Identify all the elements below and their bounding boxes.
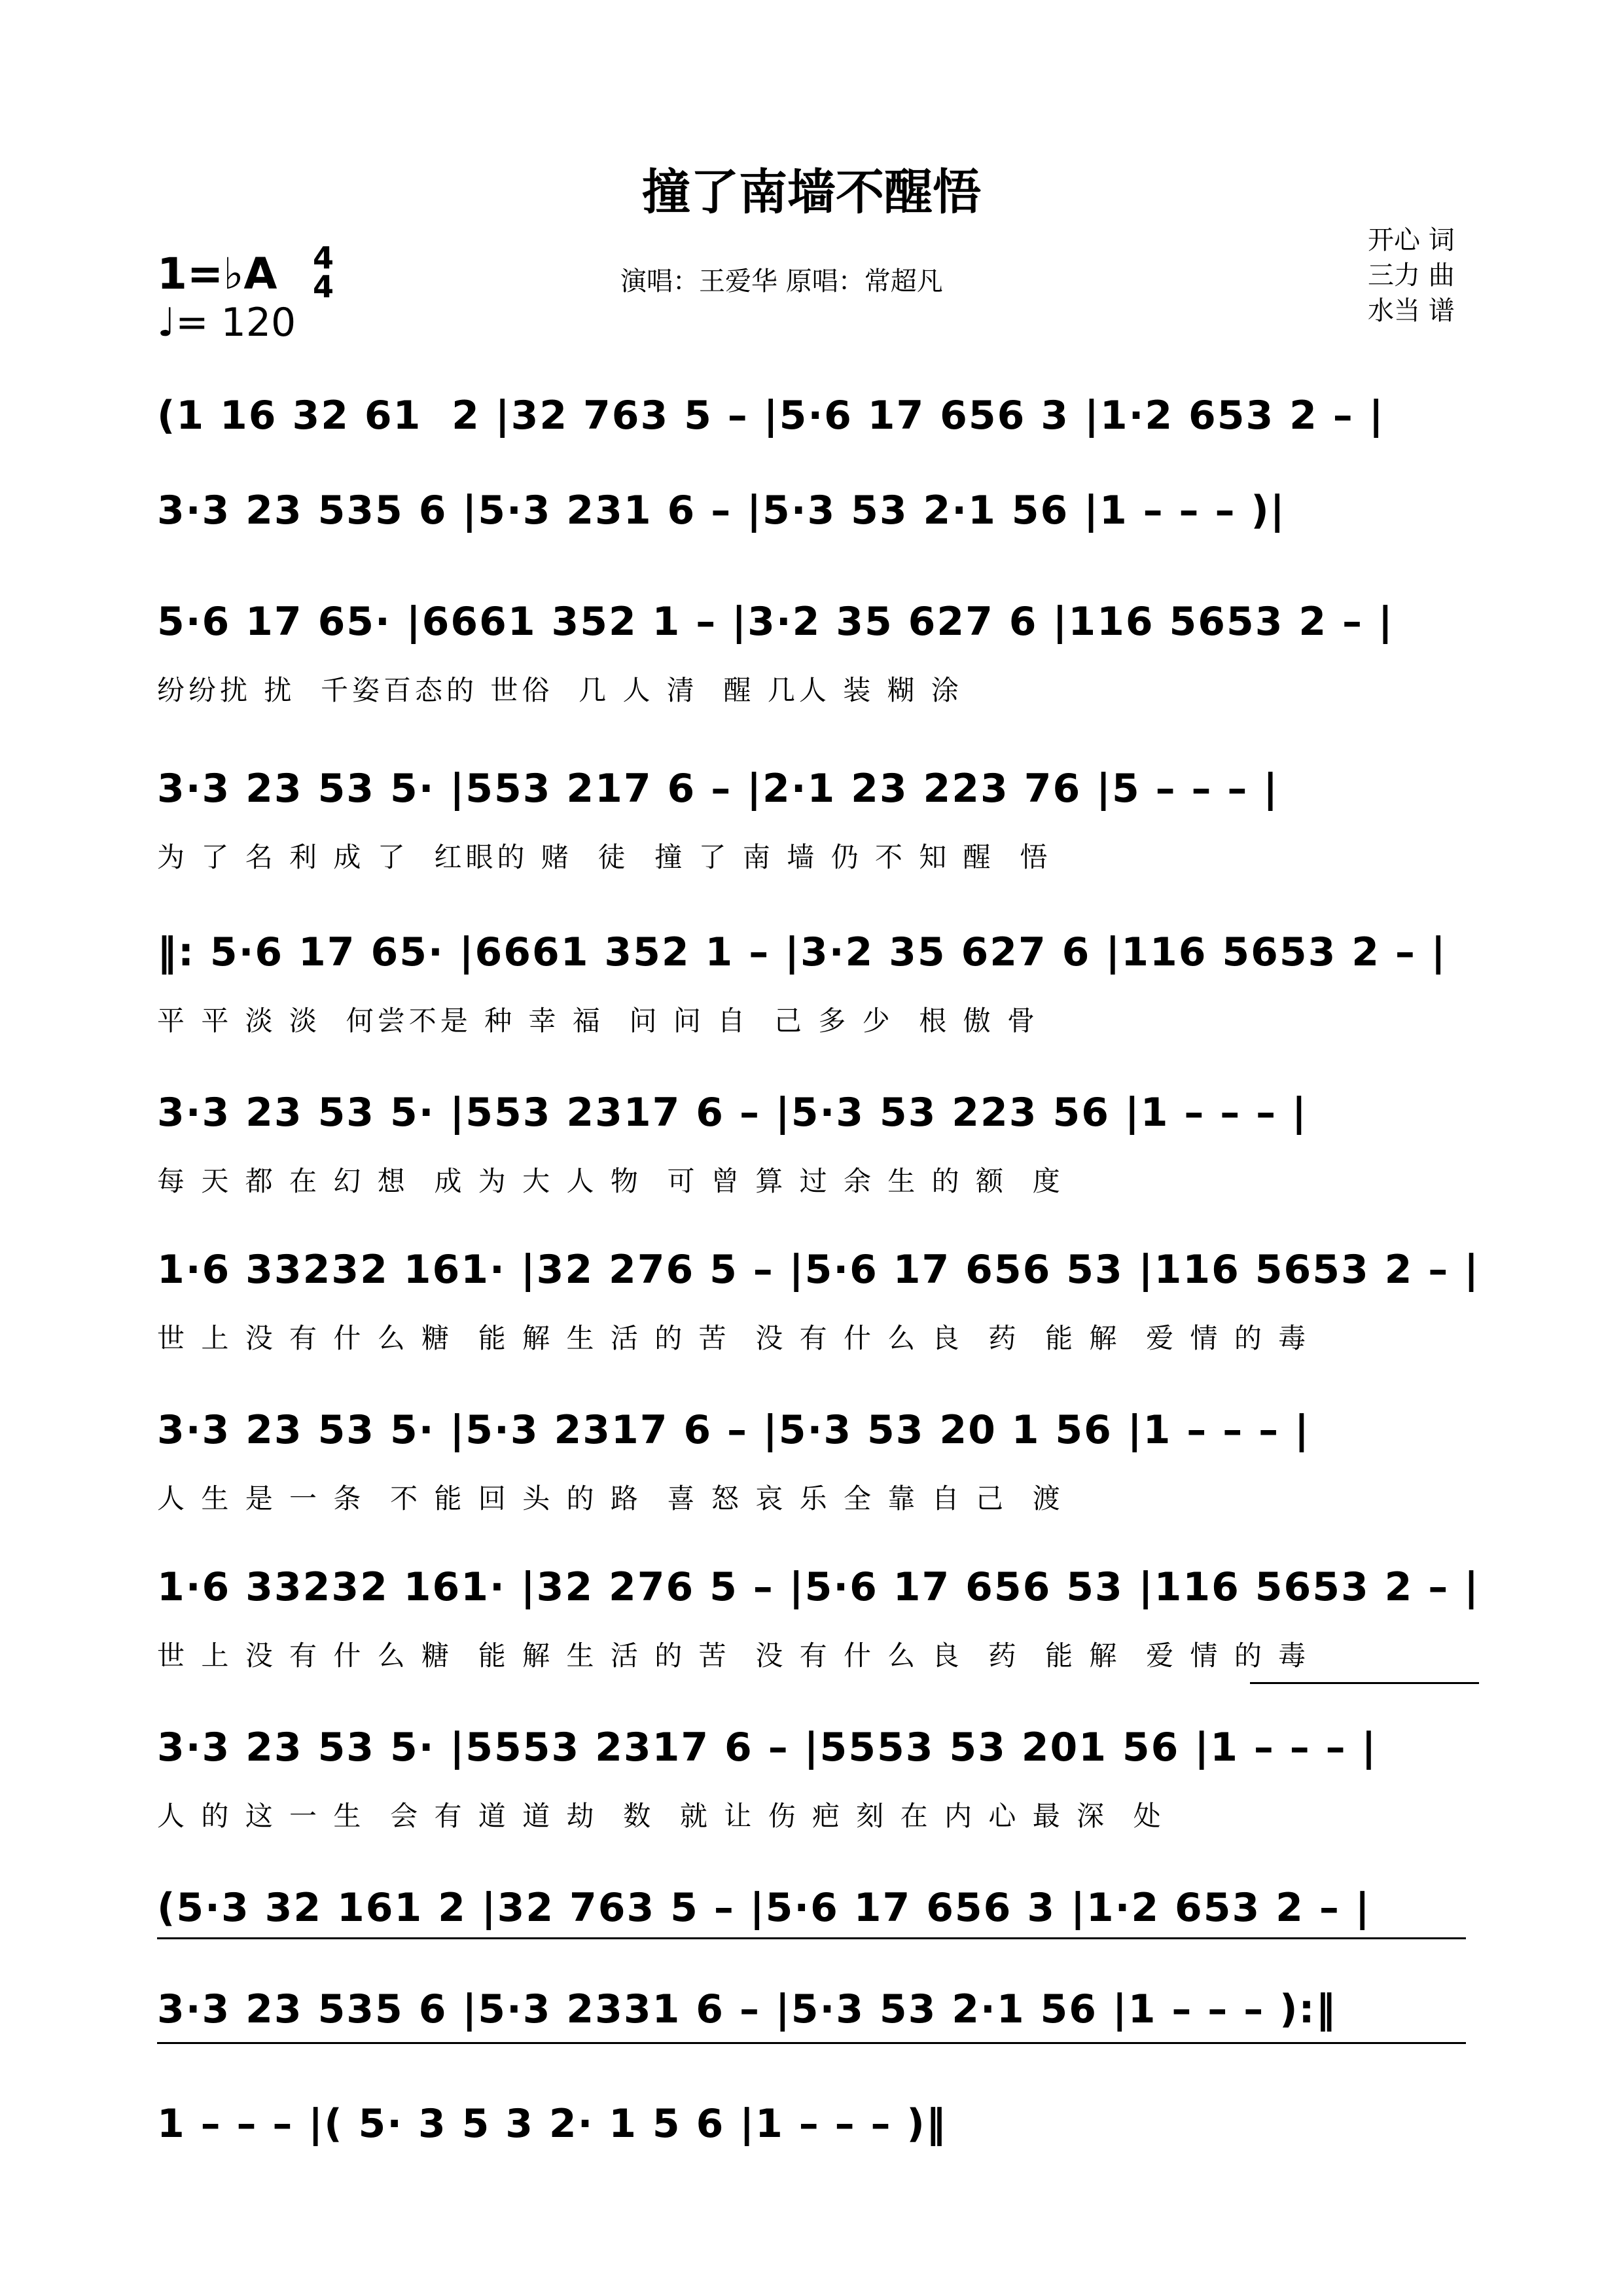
- score-row-5: ‖: 5·6 17 65· |6661 352 1 – |3·2 35 627 6 |116 5653 2 – |: [157, 929, 1447, 975]
- tempo-marking: ♩= 120: [157, 300, 296, 346]
- lyricist: 开心 词: [1368, 225, 1455, 255]
- volta-1-bracket: [1250, 1682, 1479, 1684]
- lyric-row-4: 为 了 名 利 成 了 红眼的 赌 徒 撞 了 南 墙 仍 不 知 醒 悟: [157, 841, 1052, 873]
- lyric-row-10: 人 的 这 一 生 会 有 道 道 劫 数 就 让 伤 疤 刻 在 内 心 最 深 处: [157, 1800, 1165, 1832]
- lyric-row-5: 平 平 淡 淡 何尝不是 种 幸 福 问 问 自 己 多 少 根 傲 骨: [157, 1005, 1039, 1037]
- lyric-row-7: 世 上 没 有 什 么 糖 能 解 生 活 的 苦 没 有 什 么 良 药 能 解 爱 情 的 毒: [157, 1322, 1310, 1354]
- volta-1-extension: [157, 1937, 1466, 1939]
- score-row-1: (1 16 32 61 2 |32 763 5 – |5·6 17 656 3 |1·2 653 2 – |: [157, 393, 1385, 439]
- time-bottom: 4: [313, 269, 334, 304]
- score-row-9: 1·6 33232 161· |32 276 5 – |5·6 17 656 53 |116 5653 2 – |: [157, 1564, 1480, 1610]
- score-row-7: 1·6 33232 161· |32 276 5 – |5·6 17 656 53 |116 5653 2 – |: [157, 1247, 1480, 1293]
- score-row-13: 1 – – – |( 5· 3 5 3 2· 1 5 6 |1 – – – )‖: [157, 2101, 947, 2147]
- page-title: 撞了南墙不醒悟: [642, 164, 981, 221]
- volta-2-bracket: [157, 2042, 1466, 2044]
- lyric-row-3: 纷纷扰 扰 千姿百态的 世俗 几 人 清 醒 几人 装 糊 涂: [157, 674, 963, 706]
- lyric-row-8: 人 生 是 一 条 不 能 回 头 的 路 喜 怒 哀 乐 全 靠 自 己 渡: [157, 1482, 1064, 1515]
- score-row-10: 3·3 23 53 5· |5553 2317 6 – |5553 53 201 56 |1 – – – |: [157, 1725, 1378, 1770]
- score-row-12: 3·3 23 535 6 |5·3 2331 6 – |5·3 53 2·1 56 |1 – – – ):‖: [157, 1986, 1337, 2032]
- score-row-11: (5·3 32 161 2 |32 763 5 – |5·6 17 656 3 |1·2 653 2 – |: [157, 1885, 1371, 1931]
- score-row-8: 3·3 23 53 5· |5·3 2317 6 – |5·3 53 20 1 56 |1 – – – |: [157, 1407, 1310, 1453]
- lyric-row-6: 每 天 都 在 幻 想 成 为 大 人 物 可 曾 算 过 余 生 的 额 度: [157, 1165, 1064, 1197]
- singer-info: 演唱：王爱华 原唱：常超凡: [620, 266, 943, 296]
- lyric-row-9: 世 上 没 有 什 么 糖 能 解 生 活 的 苦 没 有 什 么 良 药 能 解 爱 情 的 毒: [157, 1640, 1310, 1672]
- score-row-6: 3·3 23 53 5· |553 2317 6 – |5·3 53 223 56 |1 – – – |: [157, 1090, 1308, 1136]
- time-signature: [313, 240, 334, 304]
- time-top: 4: [313, 240, 334, 276]
- transcriber: 水当 谱: [1368, 296, 1455, 326]
- key-signature: 1=♭A: [157, 249, 277, 299]
- score-row-4: 3·3 23 53 5· |553 217 6 – |2·1 23 223 76 |5 – – – |: [157, 766, 1279, 812]
- score-row-3: 5·6 17 65· |6661 352 1 – |3·2 35 627 6 |116 5653 2 – |: [157, 599, 1394, 645]
- composer: 三力 曲: [1368, 260, 1455, 291]
- score-row-2: 3·3 23 535 6 |5·3 231 6 – |5·3 53 2·1 56 |1 – – – )|: [157, 488, 1286, 533]
- credits: [1368, 223, 1455, 329]
